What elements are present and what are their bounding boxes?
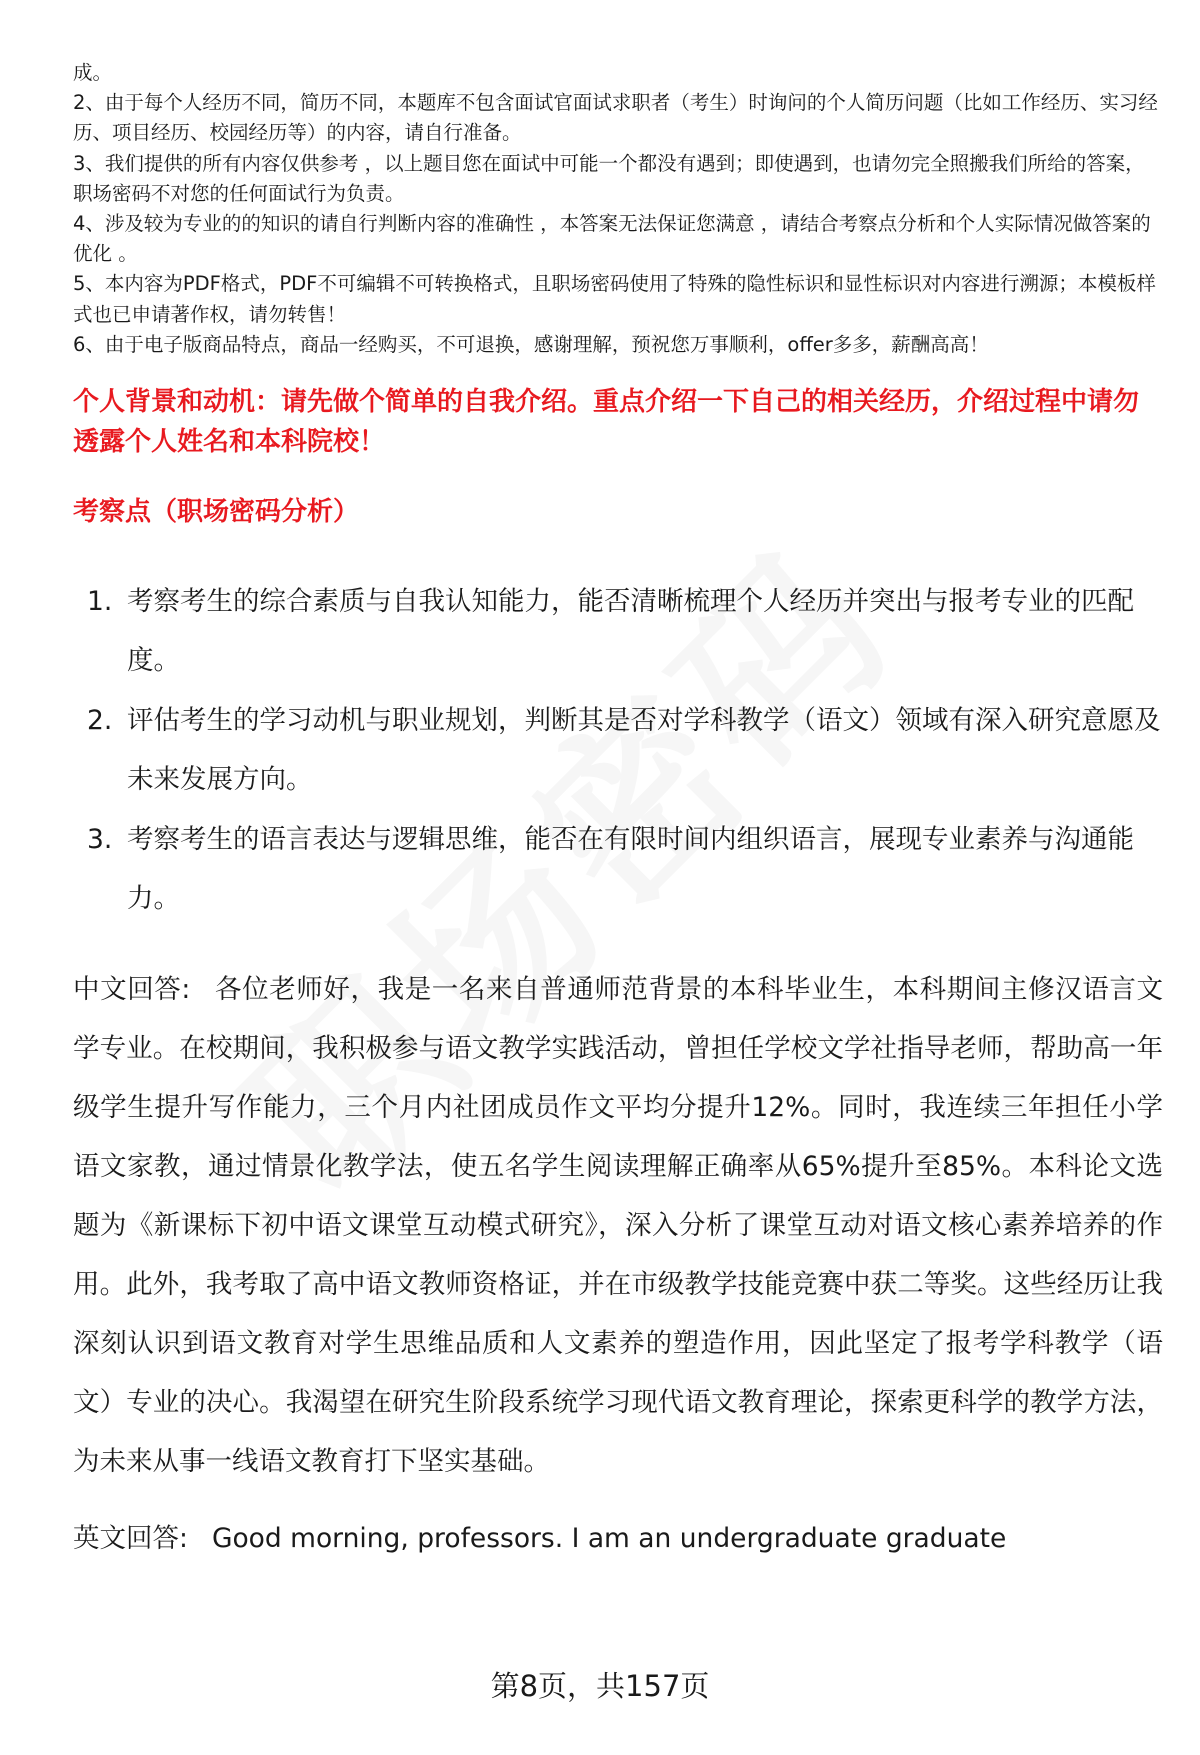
chinese-answer — [73, 960, 1163, 1491]
list-item — [73, 572, 1163, 690]
question-title: 个人背景和动机：请先做个简单的自我介绍。重点介绍一下自己的相关经历，介绍过程中请勿透露个人姓名和本科院校！ — [73, 387, 1140, 458]
note-line: 3、我们提供的所有内容仅供参考 ，以上题目您在面试中可能一个都没有遇到；即使遇到，也请勿完全照搬我们所给的答案，职场密码不对您的任何面试行为负责。 — [73, 151, 1145, 205]
chinese-answer-label: 中文回答: — [73, 974, 191, 1006]
note-line: 2、由于每个人经历不同，简历不同，本题库不包含面试官面试求职者（考生）时询问的个人简历问题（比如工作经历、实习经历、项目经历、校园经历等）的内容，请自行准备。 — [73, 91, 1158, 145]
list-number: 3. — [87, 824, 113, 856]
note-line: 4、涉及较为专业的的知识的请自行判断内容的准确性 ，本答案无法保证您满意 ，请结合考察点分析和个人实际情况做答案的优化 。 — [73, 212, 1151, 266]
analysis-title: 考察点（职场密码分析） — [73, 497, 360, 528]
list-number: 2. — [87, 705, 113, 737]
page-footer: 第8页，共157页 — [490, 1669, 710, 1703]
note-line: 成。 — [73, 61, 113, 84]
english-answer — [73, 1509, 1163, 1568]
list-text: 评估考生的学习动机与职业规划，判断其是否对学科教学（语文）领域有深入研究意愿及未来发展方向。 — [127, 705, 1161, 796]
list-item — [73, 810, 1163, 928]
note-line: 6、由于电子版商品特点，商品一经购买，不可退换，感谢理解，预祝您万事顺利，offer多多，薪酬高高！ — [73, 332, 989, 356]
document-page — [73, 58, 1163, 1568]
list-number: 1. — [87, 586, 113, 618]
english-answer-text: Good morning, professors. I am an undergraduate graduate — [211, 1523, 1007, 1555]
analysis-points — [73, 572, 1163, 928]
list-text: 考察考生的综合素质与自我认知能力，能否清晰梳理个人经历并突出与报考专业的匹配度。 — [127, 586, 1134, 677]
notes-block — [73, 58, 1163, 360]
list-text: 考察考生的语言表达与逻辑思维，能否在有限时间内组织语言，展现专业素养与沟通能力。 — [127, 824, 1134, 915]
list-item — [73, 691, 1163, 809]
chinese-answer-text: 各位老师好，我是一名来自普通师范背景的本科毕业生，本科期间主修汉语言文学专业。在校期间，我积极参与语文教学实践活动，曾担任学校文学社指导老师，帮助高一年级学生提升写作能力，三个月内社团成员作文平均分提升12%。同时，我连续三年担任小学语文家教，通过情景化教学法，使五名学生阅读理解正确率从65%提升至85%。本科论文选题为《新课标下初中语文课堂互动模式研究》，深入分析了课堂互动对语文核心素养培养的作用。此外，我考取了高中语文教师资格证，并在市级教学技能竞赛中获二等奖。这些经历让我深刻认识到语文教育对学生思维品质和人文素养的塑造作用，因此坚定了报考学科教学（语文）专业的决心。我渴望在研究生阶段系统学习现代语文教育理论，探索更科学的教学方法，为未来从事一线语文教育打下坚实基础。 — [73, 974, 1164, 1478]
note-line: 5、本内容为PDF格式，PDF不可编辑不可转换格式，且职场密码使用了特殊的隐性标识和显性标识对内容进行溯源；本模板样式也已申请著作权，请勿转售！ — [73, 272, 1156, 326]
english-answer-label: 英文回答: — [73, 1523, 188, 1555]
